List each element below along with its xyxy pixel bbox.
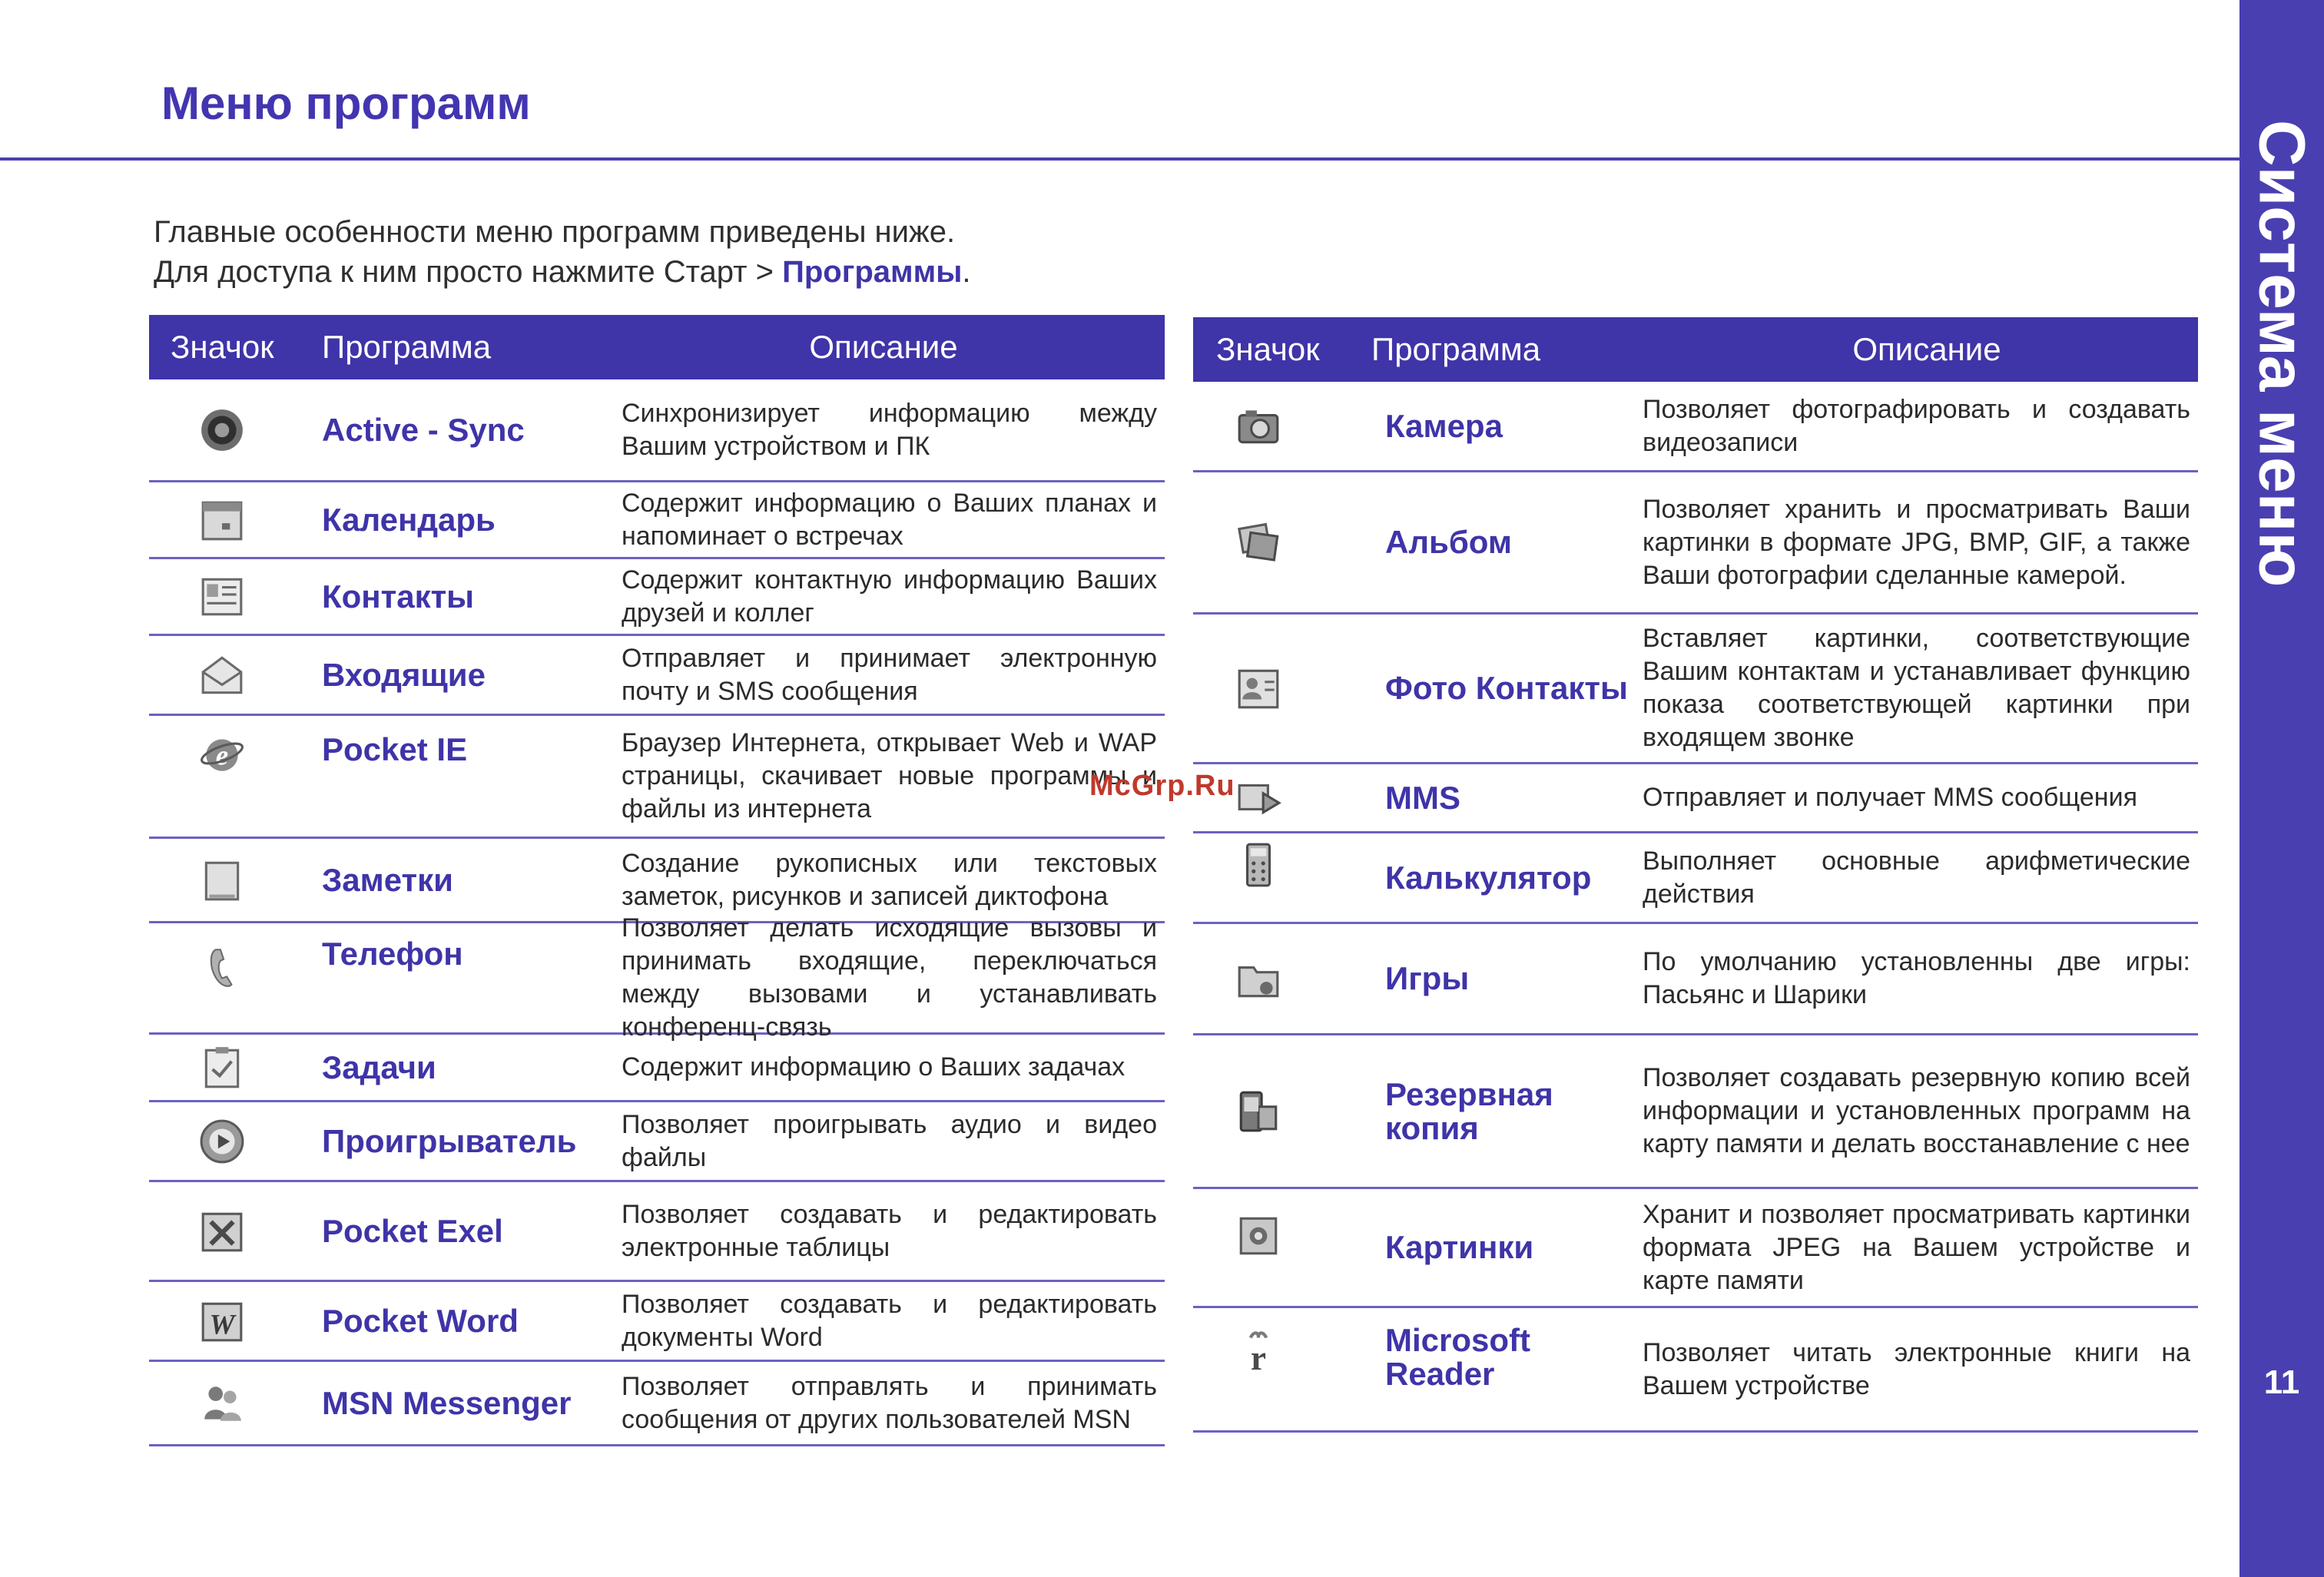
- intro-text: [154, 212, 971, 292]
- backup-icon: [1235, 1088, 1282, 1135]
- photo-contacts-icon: [1235, 664, 1282, 712]
- header-program: Программа: [322, 329, 492, 365]
- header-program: Программа: [1371, 331, 1541, 367]
- program-description: По умолчанию установленны две игры: Пасьянс и Шарики: [1643, 947, 2190, 1009]
- pocket-excel-icon: [198, 1208, 246, 1255]
- pictures-icon: [1235, 1212, 1282, 1260]
- program-name: Телефон: [322, 936, 463, 972]
- intro-line-2-prefix: Для доступа к ним просто нажмите Старт >: [154, 255, 783, 289]
- table-row-mms: [1193, 764, 2198, 833]
- program-description: Отправляет и получает MMS сообщения: [1643, 783, 2137, 812]
- table-header: [149, 315, 1165, 379]
- mms-icon: [1235, 774, 1282, 822]
- table-header: [1193, 317, 2198, 382]
- intro-line-2-suffix: .: [962, 255, 971, 289]
- program-name: Альбом: [1385, 524, 1512, 560]
- program-description: Выполняет основные арифметические действия: [1643, 846, 2190, 909]
- tasks-icon: [198, 1044, 246, 1092]
- program-name: Входящие: [322, 656, 486, 693]
- program-name: Microsoft Reader: [1385, 1322, 1530, 1392]
- ms-reader-icon: [1235, 1327, 1282, 1374]
- table-row-activesync: [149, 379, 1165, 482]
- program-description: Позволяет читать электронные книги на Вашем устройстве: [1643, 1337, 2190, 1400]
- table-row-player: [149, 1102, 1165, 1182]
- table-row-pocket-excel: [149, 1182, 1165, 1282]
- table-row-pocket-ie: [149, 716, 1165, 839]
- program-description: Позволяет хранить и просматривать Ваши картинки в формате JPG, BMP, GIF, а также Ваши фотографии сделанные камерой.: [1643, 494, 2190, 590]
- program-name: Калькулятор: [1385, 859, 1592, 896]
- side-title: Система меню: [2246, 119, 2319, 588]
- program-name: MSN Messenger: [322, 1384, 572, 1421]
- title-rule: [0, 157, 2239, 161]
- header-description: Описание: [1852, 331, 2001, 367]
- program-description: Хранит и позволяет просматривать картинки формата JPEG на Вашем устройстве и карте памяти: [1643, 1199, 2190, 1295]
- intro-line-2: [154, 252, 971, 292]
- program-description: Браузер Интернета, открывает Web и WAP страницы, скачивает новые программы и файлы из интернета: [622, 728, 1157, 823]
- table-row-ms-reader: [1193, 1308, 2198, 1433]
- table-row-tasks: [149, 1035, 1165, 1102]
- svg-text:W: W: [209, 1309, 235, 1341]
- program-name: Pocket IE: [322, 731, 468, 767]
- program-description: Содержит информацию о Ваших задачах: [622, 1052, 1126, 1082]
- header-icon: Значок: [1216, 331, 1320, 367]
- program-name: Игры: [1385, 960, 1470, 996]
- phone-icon: [198, 943, 246, 991]
- program-name: Pocket Word: [322, 1302, 519, 1339]
- calculator-icon: [1235, 841, 1282, 889]
- table-row-notes: [149, 839, 1165, 923]
- games-icon: [1235, 955, 1282, 1002]
- table-row-camera: [1193, 382, 2198, 472]
- table-row-phone: [149, 913, 1165, 1042]
- program-description: Позволяет отправлять и принимать сообщения от других пользователей MSN: [622, 1371, 1157, 1434]
- page-number: 11: [2263, 1363, 2300, 1401]
- calendar-icon: [198, 496, 246, 544]
- watermark-text: McGrp.Ru: [1089, 770, 1235, 802]
- table-row-calculator: [1193, 833, 2198, 924]
- program-description: Содержит контактную информацию Ваших друзей и коллег: [622, 565, 1157, 628]
- camera-icon: [1235, 403, 1282, 450]
- program-description: Создание рукописных или текстовых заметок, рисунков и записей диктофона: [622, 848, 1157, 911]
- program-name: Камера: [1385, 407, 1503, 444]
- album-icon: [1235, 518, 1282, 566]
- program-name: Фото Контакты: [1385, 670, 1628, 706]
- program-description: Содержит информацию о Ваших планах и напоминает о встречах: [622, 488, 1157, 551]
- pocket-word-icon: [198, 1297, 246, 1345]
- table-row-inbox: [149, 636, 1165, 716]
- header-icon: Значок: [171, 329, 274, 365]
- program-name: Проигрыватель: [322, 1122, 577, 1159]
- table-row-calendar: [149, 482, 1165, 559]
- program-name: Календарь: [322, 501, 496, 538]
- program-description: Позволяет фотографировать и создавать видеозаписи: [1643, 394, 2190, 457]
- table-row-pictures: [1193, 1189, 2198, 1308]
- program-description: Позволяет проигрывать аудио и видео файлы: [622, 1109, 1157, 1172]
- table-row-contacts: [149, 559, 1165, 636]
- program-name: Заметки: [322, 861, 453, 898]
- program-name: MMS: [1385, 779, 1460, 816]
- program-description: Позволяет создавать резервную копию всей информации и установленных программ на карту памяти и делать восстанавление с нее: [1643, 1063, 2190, 1158]
- table-row-album: [1193, 472, 2198, 615]
- header-description: Описание: [809, 329, 958, 365]
- pocket-ie-icon: [198, 730, 246, 777]
- table-row-msn-messenger: [149, 1362, 1165, 1446]
- table-row-photo-contacts: [1193, 615, 2198, 764]
- program-description: Отправляет и принимает электронную почту и SMS сообщения: [622, 643, 1157, 706]
- program-description: Позволяет делать исходящие вызовы и принимать входящие, переключаться между вызовами и устанавливать конференц-связь: [622, 913, 1157, 1042]
- contacts-icon: [198, 573, 246, 621]
- inbox-icon: [198, 651, 246, 699]
- msn-messenger-icon: [198, 1380, 246, 1427]
- program-name: Картинки: [1385, 1229, 1534, 1265]
- program-description: Позволяет создавать и редактировать документы Word: [622, 1289, 1157, 1352]
- program-name: Pocket Exel: [322, 1212, 503, 1249]
- programs-link[interactable]: Программы: [782, 255, 963, 289]
- programs-table-left: [149, 315, 1165, 1446]
- svg-text:r: r: [1250, 1337, 1267, 1374]
- page-title: Меню программ: [161, 78, 531, 129]
- table-row-backup: [1193, 1035, 2198, 1189]
- svg-text:e: e: [215, 740, 229, 772]
- table-row-games: [1193, 924, 2198, 1035]
- programs-table-right: [1193, 317, 2198, 1433]
- program-name: Задачи: [322, 1049, 436, 1085]
- player-icon: [198, 1118, 246, 1165]
- program-description: Вставляет картинки, соответствующие Вашим контактам и устанавливает функцию показа соответствующей картинки при входящем звонке: [1643, 624, 2190, 752]
- program-name: Резервная копия: [1385, 1075, 1553, 1146]
- intro-line-1: Главные особенности меню программ приведены ниже.: [154, 215, 956, 249]
- program-name: Контакты: [322, 578, 475, 615]
- program-description: Синхронизирует информацию между Вашим устройством и ПК: [622, 398, 1157, 461]
- notes-icon: [198, 856, 246, 904]
- activesync-icon: [198, 406, 246, 454]
- table-row-pocket-word: [149, 1282, 1165, 1362]
- program-description: Позволяет создавать и редактировать электронные таблицы: [622, 1199, 1157, 1262]
- program-name: Active - Sync: [322, 411, 525, 448]
